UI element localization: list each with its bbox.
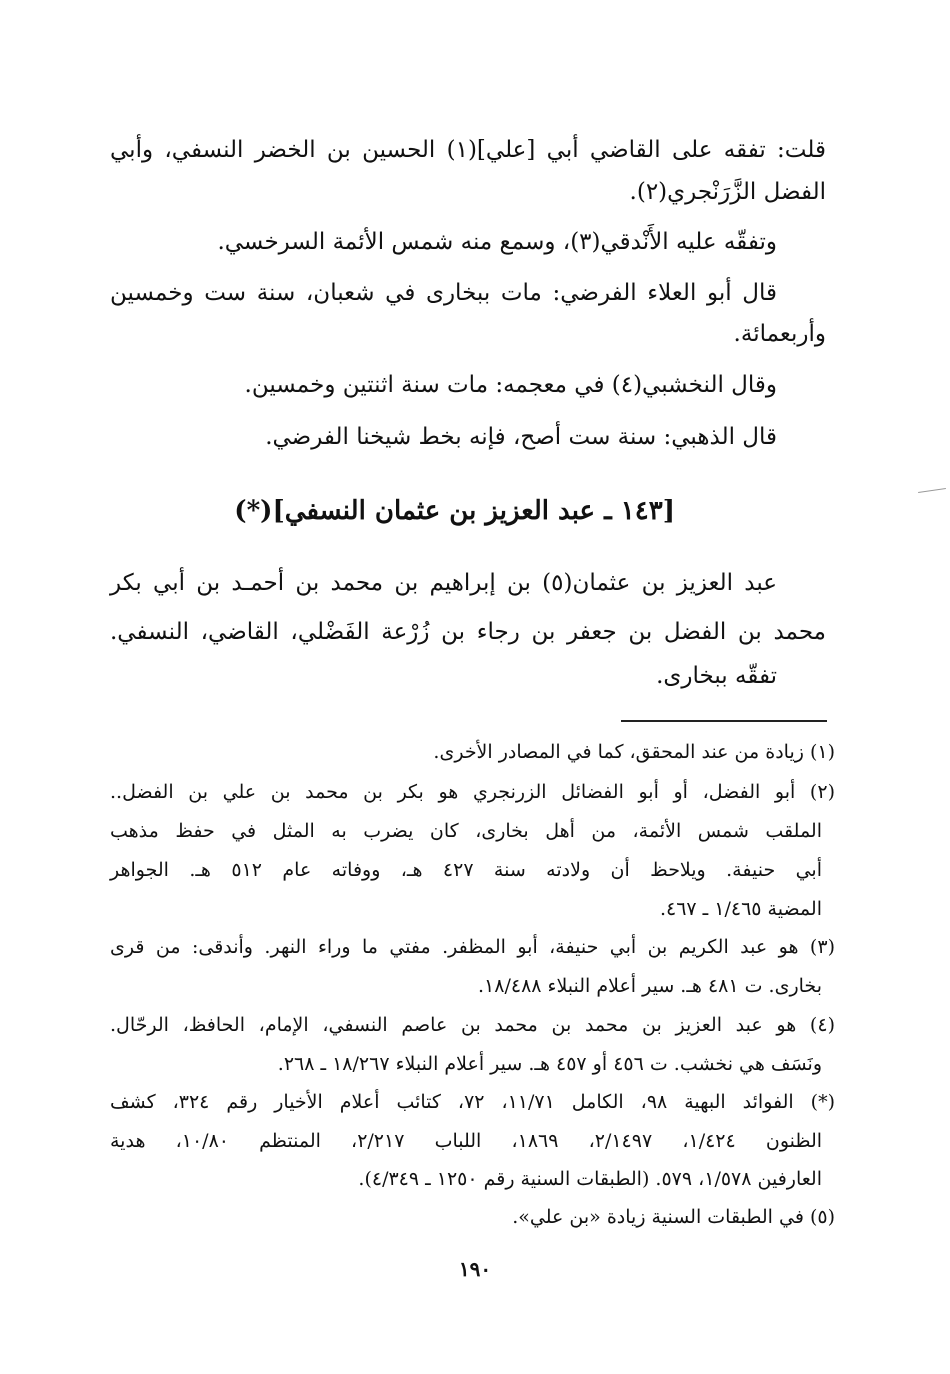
footnote-2-line-1: (٢) أبو الفضل، أو أبو الفضائل الزرنجري هو بكر بن محمد بن علي بن الفضل..	[110, 781, 835, 803]
main-line-3: وتفقّه عليه الأَنْدقي(٣)، وسمع منه شمس الأئمة السرخسي.	[217, 229, 777, 255]
footnote-2-line-3: أبي حنيفة. ويلاحظ أن ولادته سنة ٤٢٧ هـ، ووفاته عام ٥١٢ هـ. الجواهر	[110, 859, 822, 881]
main-line-1: قلت: تفقه على القاضي أبي [علي](١) الحسين بن الخضر النسفي، وأبي	[110, 137, 826, 163]
footnote-5: (٥) في الطبقات السنية زيادة «بن علي».	[512, 1206, 835, 1228]
footnote-star-line-3: العارفين ١/٥٧٨، ٥٧٩. (الطبقات السنية رقم ١٢٥٠ ـ ٤/٣٤٩).	[358, 1168, 822, 1190]
footnote-star-line-1: (*) الفوائد البهية ٩٨، الكامل ١١/٧١، ٧٢، كتائب أعلام الأخيار رقم ٣٢٤، كشف	[110, 1091, 835, 1113]
entry-heading: [١٤٣ ـ عبد العزيز بن عثمان النسفي](*)	[234, 496, 675, 526]
footnote-4-line-1: (٤) هو عبد العزيز بن محمد بن محمد بن عاصم النسفي، الإمام، الحافظ، الرحّال.	[110, 1014, 835, 1036]
footnote-4-line-2: ونَسَف هي نخشب. ت ٤٥٦ أو ٤٥٧ هـ. سير أعلام النبلاء ١٨/٢٦٧ ـ ٢٦٨.	[277, 1053, 822, 1075]
main-line-2: الفضل الزَّرَنْجري(٢).	[629, 179, 826, 205]
main-line-4: قال أبو العلاء الفرضي: مات ببخارى في شعبان، سنة ست وخمسين	[110, 280, 777, 306]
entry-line-3: تفقّه ببخارى.	[656, 663, 777, 689]
footnote-separator	[621, 720, 827, 722]
entry-line-2: محمد بن الفضل بن جعفر بن رجاء بن زُرْعة الفَضْلي، القاضي، النسفي.	[110, 619, 826, 645]
page-number: ١٩٠	[458, 1257, 492, 1281]
margin-scan-mark	[918, 488, 946, 493]
footnote-2-line-4: المضية ١/٤٦٥ ـ ٤٦٧.	[659, 898, 822, 920]
main-line-7: قال الذهبي: سنة ست أصح، فإنه بخط شيخنا الفرضي.	[265, 424, 777, 450]
main-line-5: وأربعمائة.	[733, 321, 826, 347]
footnote-star-line-2: الظنون ١/٤٢٤، ٢/١٤٩٧، ١٨٦٩، اللباب ٢/٢١٧، المنتظم ١٠/٨٠، هدية	[110, 1130, 823, 1152]
footnote-3-line-1: (٣) هو عبد الكريم بن أبي حنيفة، أبو المظفر. مفتي ما وراء النهر. وأندقى: من قرى	[110, 936, 835, 958]
main-line-6: وقال النخشبي(٤) في معجمه: مات سنة اثنتين وخمسين.	[244, 372, 777, 398]
entry-line-1: عبد العزيز بن عثمان(٥) بن إبراهيم بن محمد بن أحمـد بن أبي بكر	[110, 570, 777, 596]
footnote-3-line-2: بخارى. ت ٤٨١ هـ. سير أعلام النبلاء ١٨/٤٨٨.	[478, 975, 822, 997]
footnote-1: (١) زيادة من عند المحقق، كما في المصادر الأخرى.	[433, 741, 835, 763]
footnote-2-line-2: الملقب شمس الأئمة، من أهل بخارى، كان يضرب به المثل في حفظ مذهب	[110, 820, 822, 842]
